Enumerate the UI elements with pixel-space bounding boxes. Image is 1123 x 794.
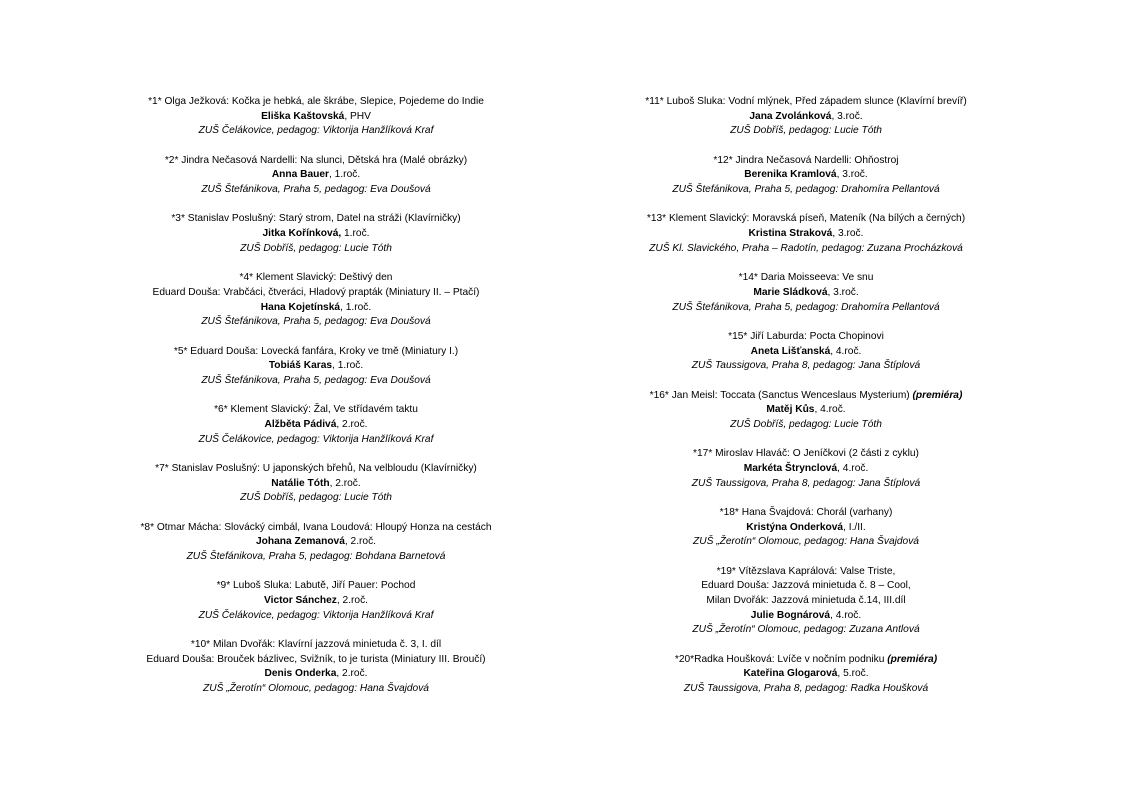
program-line bbox=[110, 345, 522, 360]
premiere-marker: (premiéra) bbox=[912, 389, 963, 401]
program-line bbox=[600, 95, 1012, 110]
school-teacher-line: ZUŠ Dobříš, pedagog: Lucie Tóth bbox=[730, 418, 882, 430]
program-entry bbox=[110, 345, 522, 389]
performer-line bbox=[600, 345, 1012, 360]
program-line bbox=[600, 506, 1012, 521]
program-text: *4* Klement Slavický: Deštivý den bbox=[239, 272, 393, 284]
program-line bbox=[600, 271, 1012, 286]
performer-line bbox=[110, 594, 522, 609]
performer-grade: , 2.roč. bbox=[344, 536, 377, 548]
school-teacher-line: ZUŠ Čelákovice, pedagog: Viktorija Hanžlíková Kraf bbox=[198, 433, 434, 445]
performer-line bbox=[110, 535, 522, 550]
program-entry bbox=[110, 212, 522, 256]
program-line bbox=[110, 653, 522, 668]
program-entry bbox=[600, 447, 1012, 491]
performer-name: Kateřina Glogarová bbox=[743, 668, 838, 680]
program-text: Eduard Douša: Brouček bázlivec, Svižník, to je turista (Miniatury III. Broučí) bbox=[146, 653, 486, 665]
program-text: *14* Daria Moisseeva: Ve snu bbox=[738, 272, 874, 284]
performer-line bbox=[110, 418, 522, 433]
performer-line bbox=[600, 168, 1012, 183]
performer-name: Aneta Lišťanská bbox=[750, 345, 831, 357]
program-entry bbox=[600, 506, 1012, 550]
program-line bbox=[600, 594, 1012, 609]
performer-grade: , 2.roč. bbox=[329, 477, 361, 489]
program-text: *20*Radka Houšková: Lvíče v nočním podniku bbox=[674, 653, 888, 665]
program-text: *15* Jiří Laburda: Pocta Chopinovi bbox=[728, 330, 884, 342]
school-teacher-line: ZUŠ Dobříš, pedagog: Lucie Tóth bbox=[240, 242, 392, 254]
program-entry bbox=[110, 271, 522, 330]
program-entry bbox=[600, 565, 1012, 639]
performer-grade: , 4.roč. bbox=[814, 404, 846, 416]
program-entry bbox=[110, 521, 522, 565]
program-line bbox=[110, 212, 522, 227]
performer-line bbox=[600, 521, 1012, 536]
program-line bbox=[600, 565, 1012, 580]
program-text: *8* Otmar Mácha: Slovácký cimbál, Ivana Loudová: Hloupý Honza na cestách bbox=[140, 521, 492, 533]
program-line bbox=[110, 521, 522, 536]
performer-grade: , 2.roč. bbox=[336, 418, 368, 430]
program-line bbox=[110, 638, 522, 653]
program-text: *10* Milan Dvořák: Klavírní jazzová minietuda č. 3, I. díl bbox=[190, 639, 442, 651]
program-line bbox=[600, 330, 1012, 345]
performer-name: Matěj Kůs bbox=[766, 404, 815, 416]
school-teacher-line: ZUŠ Dobříš, pedagog: Lucie Tóth bbox=[730, 125, 882, 137]
performer-line bbox=[110, 359, 522, 374]
program-line bbox=[110, 95, 522, 110]
performer-grade: , 2.roč. bbox=[336, 668, 368, 680]
premiere-marker: (premiéra) bbox=[887, 653, 938, 665]
program-text: *7* Stanislav Poslušný: U japonských břehů, Na velbloudu (Klavírničky) bbox=[155, 462, 477, 474]
performer-name: Kristýna Onderková bbox=[746, 521, 844, 533]
performer-line bbox=[600, 609, 1012, 624]
performer-name: Kristina Straková bbox=[748, 228, 833, 240]
program-entry bbox=[600, 95, 1012, 139]
program-line bbox=[110, 154, 522, 169]
program-text: *16* Jan Meisl: Toccata (Sanctus Wenceslaus Mysterium) bbox=[649, 389, 913, 401]
school-teacher-line: ZUŠ Štefánikova, Praha 5, pedagog: Eva Doušová bbox=[201, 184, 431, 196]
performer-grade: , I./II. bbox=[843, 521, 866, 533]
program-line bbox=[110, 579, 522, 594]
performer-line bbox=[600, 110, 1012, 125]
performer-grade: , 3.roč. bbox=[827, 286, 859, 298]
performer-line bbox=[600, 286, 1012, 301]
school-teacher-line: ZUŠ Čelákovice, pedagog: Viktorija Hanžlíková Kraf bbox=[198, 609, 434, 621]
performer-name: Hana Kojetínská bbox=[260, 301, 341, 313]
school-teacher-line: ZUŠ Taussigova, Praha 8, pedagog: Radka Houšková bbox=[683, 683, 929, 695]
performer-name: Marie Sládková bbox=[753, 286, 828, 298]
performer-line bbox=[600, 462, 1012, 477]
school-teacher-line: ZUŠ Taussigova, Praha 8, pedagog: Jana Štíplová bbox=[691, 360, 921, 372]
program-entry bbox=[110, 462, 522, 506]
program-text: *19* Vítězslava Kaprálová: Valse Triste, bbox=[716, 565, 896, 577]
performer-grade: , PHV bbox=[344, 110, 371, 122]
performer-name: Julie Bognárová bbox=[750, 609, 831, 621]
program-text: Eduard Douša: Jazzová minietuda č. 8 – Cool, bbox=[701, 580, 911, 592]
performer-grade: , 3.roč. bbox=[831, 110, 863, 122]
program-line bbox=[110, 271, 522, 286]
program-line bbox=[110, 403, 522, 418]
performer-line bbox=[600, 227, 1012, 242]
performer-line bbox=[110, 667, 522, 682]
school-teacher-line: ZUŠ Štefánikova, Praha 5, pedagog: Eva Doušová bbox=[201, 374, 431, 386]
performer-grade: , 5.roč. bbox=[837, 668, 869, 680]
school-teacher-line: ZUŠ Štefánikova, Praha 5, pedagog: Drahomíra Pellantová bbox=[672, 301, 940, 313]
performer-line bbox=[110, 227, 522, 242]
school-teacher-line: ZUŠ Čelákovice, pedagog: Viktorija Hanžlíková Kraf bbox=[198, 125, 434, 137]
program-line bbox=[600, 389, 1012, 404]
program-entry bbox=[600, 212, 1012, 256]
performer-line bbox=[600, 667, 1012, 682]
performer-name: Johana Zemanová bbox=[255, 536, 345, 548]
performer-line bbox=[110, 477, 522, 492]
program-text: *3* Stanislav Poslušný: Starý strom, Datel na stráži (Klavírničky) bbox=[171, 213, 461, 225]
program-text: *1* Olga Ježková: Kočka je hebká, ale škrábe, Slepice, Pojedeme do Indie bbox=[148, 96, 484, 107]
program-entry bbox=[600, 330, 1012, 374]
program-text: *6* Klement Slavický: Žal, Ve střídavém taktu bbox=[214, 404, 418, 416]
performer-name: Berenika Kramlová bbox=[744, 169, 837, 181]
school-teacher-line: ZUŠ Taussigova, Praha 8, pedagog: Jana Štíplová bbox=[691, 477, 921, 489]
performer-name: Alžběta Pádivá bbox=[264, 418, 337, 430]
program-entry bbox=[600, 154, 1012, 198]
school-teacher-line: ZUŠ Štefánikova, Praha 5, pedagog: Eva Doušová bbox=[201, 316, 431, 328]
program-line bbox=[600, 579, 1012, 594]
performer-line bbox=[110, 110, 522, 125]
performer-grade: , 4.roč. bbox=[830, 345, 862, 357]
program-column-right bbox=[600, 95, 1012, 711]
program-entry bbox=[110, 579, 522, 623]
performer-grade: , 2.roč. bbox=[336, 595, 368, 607]
performer-grade: , 1.roč. bbox=[340, 301, 372, 313]
program-text: *9* Luboš Sluka: Labutě, Jiří Pauer: Pochod bbox=[216, 580, 416, 592]
performer-name: Anna Bauer bbox=[271, 169, 330, 181]
program-line bbox=[110, 462, 522, 477]
performer-grade: , 4.roč. bbox=[837, 462, 869, 474]
school-teacher-line: ZUŠ Kl. Slavického, Praha – Radotín, pedagog: Zuzana Procházková bbox=[649, 242, 963, 254]
school-teacher-line: ZUŠ Dobříš, pedagog: Lucie Tóth bbox=[240, 492, 392, 504]
performer-name: Markéta Štrynclová bbox=[743, 462, 838, 474]
program-text: *13* Klement Slavický: Moravská píseň, Mateník (Na bílých a černých) bbox=[646, 213, 966, 225]
program-text: Eduard Douša: Vrabčáci, čtveráci, Hladový prapták (Miniatury II. – Ptačí) bbox=[152, 286, 480, 298]
program-entry bbox=[110, 638, 522, 697]
program-text: Milan Dvořák: Jazzová minietuda č.14, III.díl bbox=[706, 595, 906, 607]
performer-line bbox=[110, 168, 522, 183]
program-line bbox=[600, 447, 1012, 462]
performer-name: Denis Onderka bbox=[264, 668, 337, 680]
school-teacher-line: ZUŠ „Žerotín“ Olomouc, pedagog: Hana Švajdová bbox=[203, 683, 429, 695]
program-entry bbox=[600, 653, 1012, 697]
program-text: *11* Luboš Sluka: Vodní mlýnek, Před západem slunce (Klavírní brevíř) bbox=[645, 96, 967, 107]
school-teacher-line: ZUŠ Štefánikova, Praha 5, pedagog: Bohdana Barnetová bbox=[186, 551, 446, 563]
program-entry bbox=[600, 271, 1012, 315]
performer-grade: , 1.roč. bbox=[329, 169, 361, 181]
program-text: *5* Eduard Douša: Lovecká fanfára, Kroky ve tmě (Miniatury I.) bbox=[173, 345, 459, 357]
performer-grade: 1.roč. bbox=[341, 228, 370, 240]
program-line bbox=[110, 286, 522, 301]
performer-name: Natálie Tóth bbox=[271, 477, 330, 489]
performer-name: Victor Sánchez bbox=[264, 595, 337, 607]
performer-name: Tobiáš Karas bbox=[268, 360, 333, 372]
program-text: *17* Miroslav Hlaváč: O Jeníčkovi (2 části z cyklu) bbox=[693, 448, 919, 460]
performer-name: Jitka Kořínková, bbox=[262, 228, 342, 240]
program-text: *2* Jindra Nečasová Nardelli: Na slunci, Dětská hra (Malé obrázky) bbox=[164, 154, 468, 166]
school-teacher-line: ZUŠ Štefánikova, Praha 5, pedagog: Drahomíra Pellantová bbox=[672, 184, 940, 196]
performer-grade: , 3.roč. bbox=[836, 169, 868, 181]
program-text: *18* Hana Švajdová: Chorál (varhany) bbox=[719, 506, 893, 518]
program-line bbox=[600, 653, 1012, 668]
performer-line bbox=[110, 301, 522, 316]
program-line bbox=[600, 212, 1012, 227]
program-entry bbox=[600, 389, 1012, 433]
school-teacher-line: ZUŠ „Žerotín“ Olomouc, pedagog: Hana Švajdová bbox=[693, 536, 919, 548]
program-line bbox=[600, 154, 1012, 169]
program-entry bbox=[110, 403, 522, 447]
performer-grade: , 3.roč. bbox=[832, 228, 864, 240]
program-column-left bbox=[110, 95, 522, 711]
performer-name: Jana Zvolánková bbox=[749, 110, 832, 122]
school-teacher-line: ZUŠ „Žerotín“ Olomouc, pedagog: Zuzana Antlová bbox=[692, 624, 920, 636]
performer-line bbox=[600, 403, 1012, 418]
program-entry bbox=[110, 154, 522, 198]
performer-grade: , 1.roč. bbox=[332, 360, 364, 372]
program-text: *12* Jindra Nečasová Nardelli: Ohňostroj bbox=[713, 154, 899, 166]
program-entry bbox=[110, 95, 522, 139]
performer-grade: , 4.roč. bbox=[830, 609, 862, 621]
performer-name: Eliška Kaštovská bbox=[261, 110, 345, 122]
